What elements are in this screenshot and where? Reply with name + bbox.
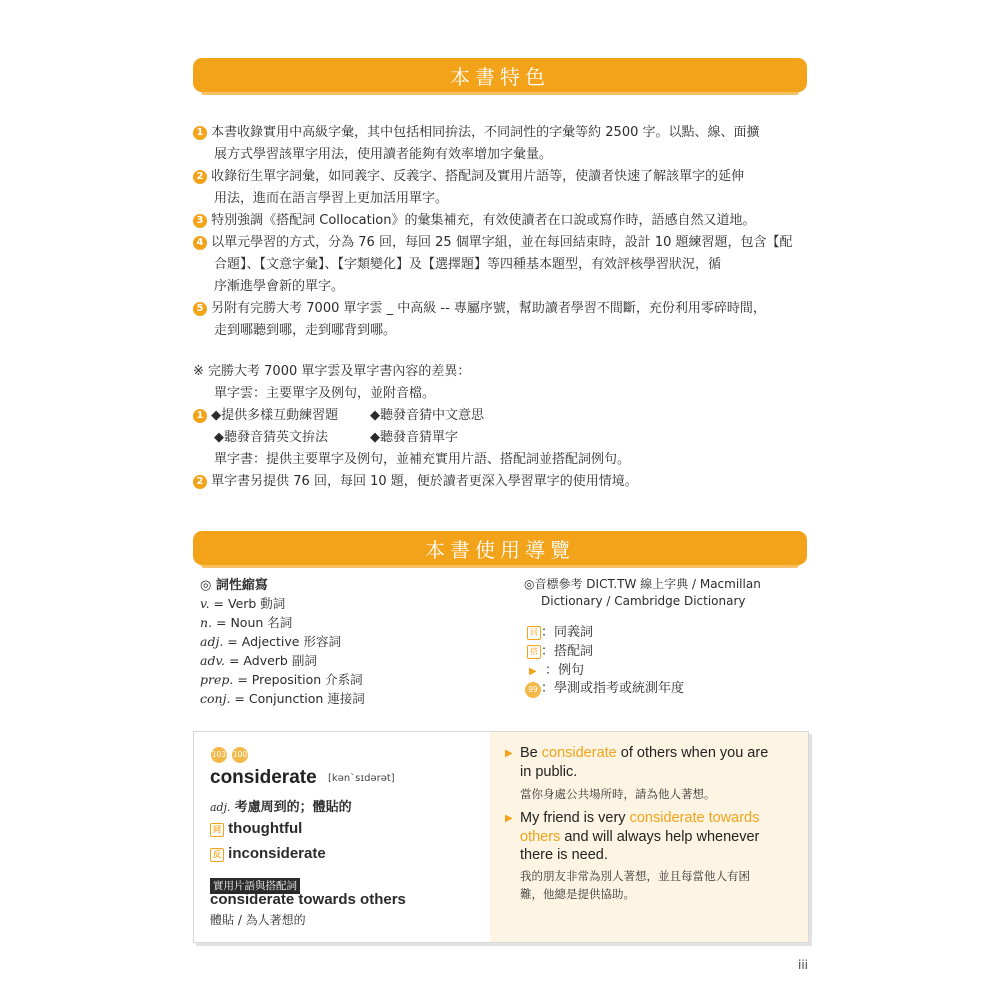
collocation-icon: 搭 xyxy=(527,645,541,659)
guide-heading: 本書使用導覽 xyxy=(193,531,807,565)
feature-item-5 xyxy=(193,298,766,320)
cloud-option: ◆聽發音猜單字 xyxy=(370,430,458,445)
number-badge: 1 xyxy=(193,409,207,423)
feature-item-1 xyxy=(193,122,760,144)
feature-text: 收錄衍生單字詞彙，如同義字、反義字、搭配詞及實用片語等，使讀者快速了解該單字的延伸 xyxy=(211,169,745,184)
number-badge: 4 xyxy=(193,236,207,250)
cloud-option: ◆聽發音猜英文拚法 xyxy=(214,430,328,445)
abbr-conjunction: conj. = Conjunction 連接詞 xyxy=(200,691,365,706)
triangle-icon: ▶ xyxy=(529,666,537,677)
book-label: 單字書：提供主要單字及例句，並補充實用片語、搭配詞並搭配詞例句。 xyxy=(214,452,631,467)
book-extra: 單字書另提供 76 回，每回 10 題，便於讀者更深入學習單字的使用情境。 xyxy=(211,474,638,489)
feature-text: 以單元學習的方式，分為 76 回，每回 25 個單字組，並在每回結束時，設計 10 題練習題，包含【配 xyxy=(211,235,793,250)
abbr-noun: n. = Noun 名詞 xyxy=(200,615,293,630)
phonetic-reference-cont: Dictionary / Cambridge Dictionary xyxy=(541,594,746,608)
abbr-adverb: adv. = Adverb 副詞 xyxy=(200,653,317,668)
year-badge-icon: 99 xyxy=(525,682,541,698)
synonym-icon: 同 xyxy=(527,626,541,640)
feature-text: 合題】、【文意字彙】、【字類變化】及【選擇題】等四種基本題型，有效評核學習狀況，循 xyxy=(214,257,722,272)
abbr-adjective: adj. = Adjective 形容詞 xyxy=(200,634,341,649)
number-badge: 2 xyxy=(193,170,207,184)
feature-text: 特別強調《搭配詞 Collocation》的彙集補充，有效使讀者在口說或寫作時，語感自然又道地。 xyxy=(211,213,756,228)
page-number: iii xyxy=(798,958,809,972)
number-badge: 1 xyxy=(193,126,207,140)
antonym: 反 inconsiderate xyxy=(210,845,326,862)
phrase-meaning: 體貼 / 為人著想的 xyxy=(210,913,306,927)
book-extra-row xyxy=(193,471,638,493)
cloud-option: ◆提供多樣互動練習題 xyxy=(211,408,339,423)
legend-synonym: 同 ：同義詞 xyxy=(527,621,593,640)
feature-text: 本書收錄實用中高級字彙，其中包括相同拚法，不同詞性的字彙等約 2500 字。以點、線、面擴 xyxy=(211,125,760,140)
example-1-translation: 當你身處公共場所時，請為他人著想。 xyxy=(520,787,716,801)
synonym: 同 thoughtful xyxy=(210,820,302,837)
abbr-title: ◎ 詞性縮寫 xyxy=(200,578,268,593)
number-badge: 3 xyxy=(193,214,207,228)
phrase-tag: 實用片語與搭配詞 xyxy=(210,874,300,894)
feature-item-2 xyxy=(193,166,744,188)
feature-text: 走到哪聽到哪，走到哪背到哪。 xyxy=(214,323,397,338)
feature-text: 展方式學習該單字用法，使用讀者能夠有效率增加字彙量。 xyxy=(214,147,553,162)
antonym-icon: 反 xyxy=(210,848,224,862)
number-badge: 5 xyxy=(193,302,207,316)
abbr-verb: v. = Verb 動詞 xyxy=(200,596,286,611)
year-badge: 103 xyxy=(211,747,227,763)
feature-item-4 xyxy=(193,232,793,254)
year-badge: 100 xyxy=(232,747,248,763)
example-icon: ▶ xyxy=(505,813,513,824)
feature-text: 用法，進而在語言學習上更加活用單字。 xyxy=(214,191,449,206)
features-heading: 本書特色 xyxy=(193,58,807,92)
sample-entry-card xyxy=(193,731,809,943)
abbr-preposition: prep. = Preposition 介系詞 xyxy=(200,672,363,687)
phrase: considerate towards others xyxy=(210,891,406,908)
phonetic: [kən`sɪdərət] xyxy=(328,773,395,784)
feature-text: 序漸進學會新的單字。 xyxy=(214,279,345,294)
example-2-translation: 我的朋友非常為別人著想，並且每當他人有困 難，他總是提供協助。 xyxy=(520,869,750,901)
legend-collocation: 搭 ：搭配詞 xyxy=(527,640,593,659)
example-icon: ▶ xyxy=(505,748,513,759)
example-1: Be considerate of others when you are in public. xyxy=(520,745,769,780)
note-title: ※ 完勝大考 7000 單字雲及單字書內容的差異： xyxy=(193,364,471,379)
number-badge: 2 xyxy=(193,475,207,489)
headword: considerate xyxy=(210,767,317,788)
synonym-icon: 同 xyxy=(210,823,224,837)
phonetic-reference: ◎音標參考 DICT.TW 線上字典 / Macmillan xyxy=(524,577,761,591)
feature-item-3 xyxy=(193,210,756,232)
cloud-option: ◆聽發音猜中文意思 xyxy=(370,408,484,423)
definition: adj. 考慮周到的；體貼的 xyxy=(210,800,352,815)
cloud-label: 單字雲：主要單字及例句，並附音檔。 xyxy=(214,386,436,401)
example-2: My friend is very considerate towards others and will always help whenever there is need. xyxy=(520,810,760,863)
legend-example: ▶ ：例句 xyxy=(529,663,584,678)
legend-year: 99 ：學測或指考或統測年度 xyxy=(525,677,684,698)
feature-text: 另附有完勝大考 7000 單字雲 _ 中高級 -- 專屬序號，幫助讀者學習不間斷，充份利用零碎時間， xyxy=(211,301,766,316)
cloud-options-row-1 xyxy=(193,405,338,427)
